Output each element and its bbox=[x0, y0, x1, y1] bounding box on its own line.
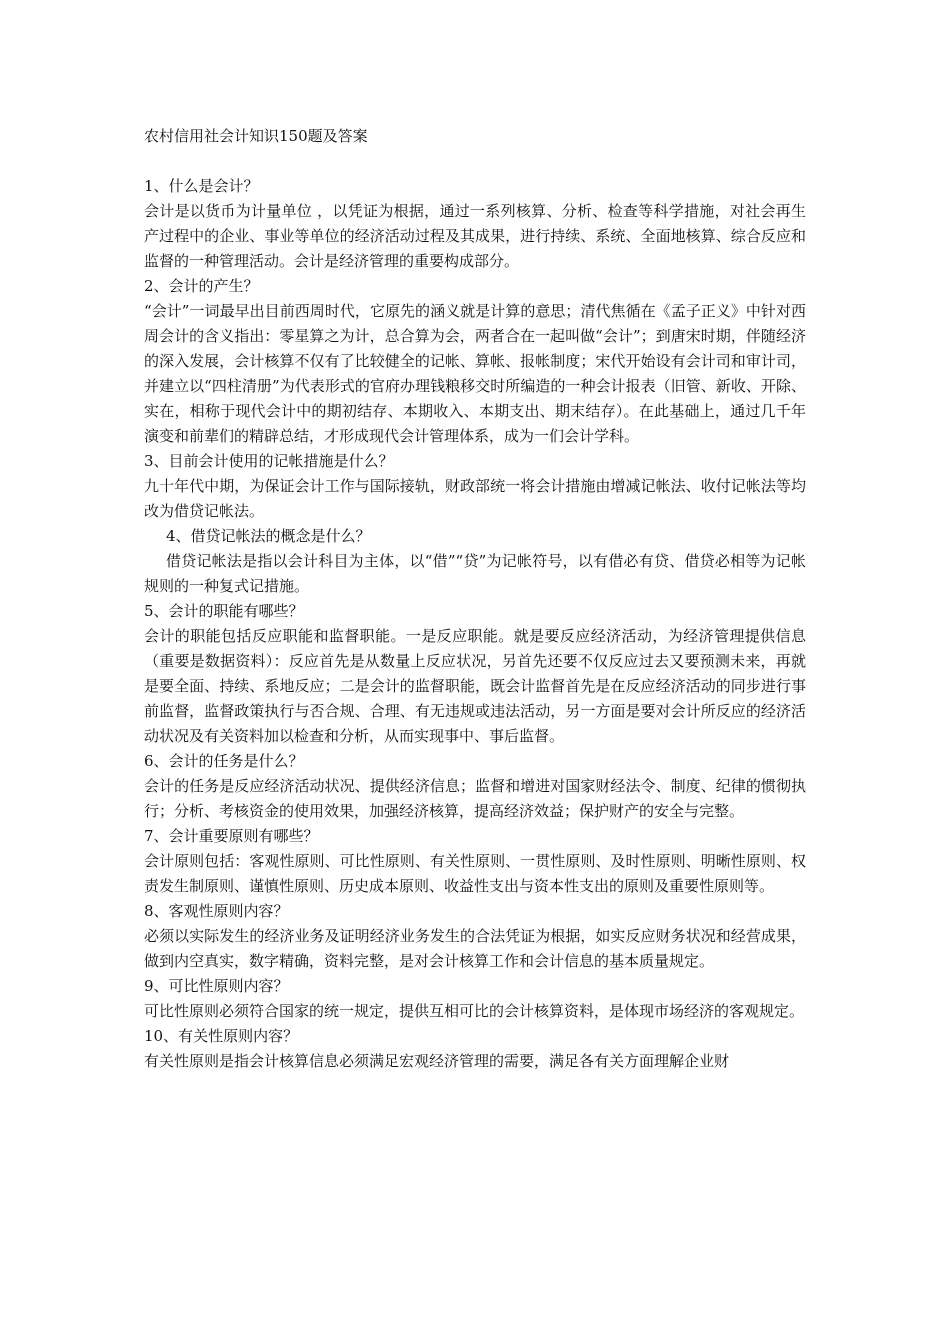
answer-paragraph: 会计的职能包括反应职能和监督职能。一是反应职能。就是要反应经济活动，为经济管理提供信息（重要是数据资料）：反应首先是从数量上反应状况，另首先还要不仅反应过去又要预测未来，再就是要全面、持续、系地反应；二是会计的监督职能，既会计监督首先是在反应经济活动的同步进行事前监督，监督政策执行与否合规、合理、有无违规或违法活动，另一方面是要对会计所反应的经济活动状况及有关资料加以检查和分析，从而实现事中、事后监督。 bbox=[144, 627, 806, 745]
answer-paragraph: 借贷记帐法是指以会计科目为主体，以“借”“贷”为记帐符号，以有借必有贷、借贷必相等为记帐规则的一种复式记措施。 bbox=[144, 552, 806, 595]
question-heading: 6、会计的任务是什么？ bbox=[144, 752, 304, 770]
question-heading: 3、目前会计使用的记帐措施是什么？ bbox=[144, 452, 394, 470]
question-heading: 7、会计重要原则有哪些？ bbox=[144, 827, 319, 845]
qa-item-10 bbox=[144, 1024, 806, 1074]
qa-item-6 bbox=[144, 749, 806, 824]
question-heading: 10、有关性原则内容？ bbox=[144, 1027, 299, 1045]
qa-item-3 bbox=[144, 449, 806, 524]
document-page bbox=[144, 124, 806, 1074]
qa-item-5 bbox=[144, 599, 806, 749]
qa-item-2 bbox=[144, 274, 806, 449]
qa-item-9 bbox=[144, 974, 806, 1024]
question-heading: 4、借贷记帐法的概念是什么？ bbox=[166, 527, 371, 545]
answer-paragraph: 必须以实际发生的经济业务及证明经济业务发生的合法凭证为根据，如实反应财务状况和经营成果，做到内空真实，数字精确，资料完整，是对会计核算工作和会计信息的基本质量规定。 bbox=[144, 927, 806, 970]
answer-paragraph: 会计是以货币为计量单位 ，以凭证为根据，通过一系列核算、分析、检查等科学措施，对社会再生产过程中的企业、事业等单位的经济活动过程及其成果，进行持续、系统、全面地核算、综合反应和监督的一种管理活动。会计是经济管理的重要构成部分。 bbox=[144, 202, 806, 270]
answer-paragraph: 会计的任务是反应经济活动状况、提供经济信息；监督和增进对国家财经法令、制度、纪律的惯彻执行；分析、考核资金的使用效果，加强经济核算，提高经济效益；保护财产的安全与完整。 bbox=[144, 777, 806, 820]
answer-paragraph: “会计”一词最早出目前西周时代，它原先的涵义就是计算的意思；清代焦循在《孟子正义》中针对西周会计的含义指出：零星算之为计，总合算为会，两者合在一起叫做“会计”；到唐宋时期，伴随经济的深入发展，会计核算不仅有了比较健全的记帐、算帐、报帐制度；宋代开始设有会计司和审计司，并建立以“四柱清册”为代表形式的官府办理钱粮移交时所编造的一种会计报表（旧管、新收、开除、实在，相称于现代会计中的期初结存、本期收入、本期支出、期末结存）。在此基础上，通过几千年演变和前辈们的精辟总结，才形成现代会计管理体系，成为一们会计学科。 bbox=[144, 302, 806, 445]
answer-paragraph: 有关性原则是指会计核算信息必须满足宏观经济管理的需要，满足各有关方面理解企业财 bbox=[144, 1052, 730, 1070]
answer-paragraph: 可比性原则必须符合国家的统一规定，提供互相可比的会计核算资料，是体现市场经济的客观规定。 bbox=[144, 1002, 805, 1020]
answer-paragraph: 九十年代中期，为保证会计工作与国际接轨，财政部统一将会计措施由增减记帐法、收付记帐法等均改为借贷记帐法。 bbox=[144, 477, 806, 520]
document-body bbox=[144, 174, 806, 1074]
question-heading: 8、客观性原则内容？ bbox=[144, 902, 289, 920]
qa-item-4 bbox=[144, 524, 806, 599]
document-title: 农村信用社会计知识150题及答案 bbox=[144, 127, 368, 145]
question-heading: 5、会计的职能有哪些？ bbox=[144, 602, 304, 620]
qa-item-8 bbox=[144, 899, 806, 974]
question-heading: 2、会计的产生？ bbox=[144, 277, 259, 295]
answer-paragraph: 会计原则包括：客观性原则、可比性原则、有关性原则、一贯性原则、及时性原则、明晰性原则、权责发生制原则、谨慎性原则、历史成本原则、收益性支出与资本性支出的原则及重要性原则等。 bbox=[144, 852, 806, 895]
question-heading: 1、什么是会计？ bbox=[144, 177, 259, 195]
qa-item-7 bbox=[144, 824, 806, 899]
qa-item-1 bbox=[144, 174, 806, 274]
question-heading: 9、可比性原则内容？ bbox=[144, 977, 289, 995]
